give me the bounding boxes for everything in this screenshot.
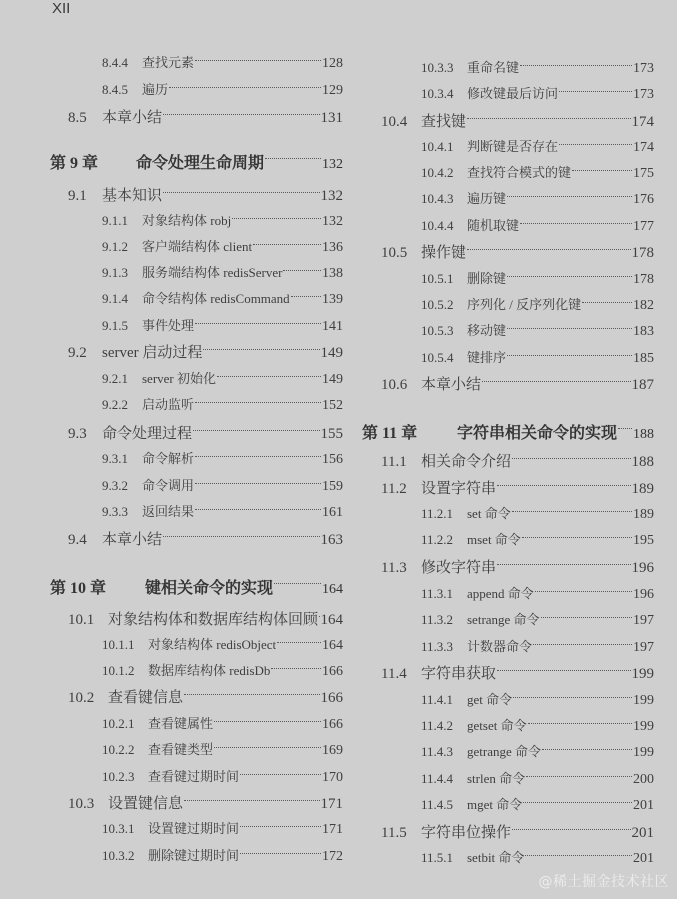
toc-entry-page-number: 173	[633, 87, 654, 102]
toc-entry-number: 10.4.1	[421, 139, 454, 154]
toc-entry-number: 9.3.2	[102, 478, 128, 493]
toc-entry-page-number: 170	[322, 770, 343, 785]
toc-entry-number: 10.4	[381, 114, 408, 130]
toc-entry[interactable]	[421, 503, 654, 525]
toc-entry-number: 11.4.3	[421, 744, 454, 759]
toc-entry-number: 11.2.1	[421, 506, 454, 521]
toc-entry-title: 修改键最后访问	[467, 86, 559, 101]
dot-leader	[163, 535, 319, 537]
toc-entry-page-number: 189	[631, 481, 654, 497]
toc-entry-title: set 命令	[467, 506, 511, 521]
toc-entry[interactable]	[421, 215, 654, 237]
toc-entry-page-number: 172	[322, 849, 343, 864]
toc-entry-page-number: 139	[322, 292, 343, 307]
toc-entry-title: mget 命令	[467, 797, 523, 812]
toc-entry-page-number: 155	[320, 426, 343, 442]
toc-entry[interactable]	[421, 794, 654, 816]
dot-leader	[163, 191, 319, 193]
toc-entry[interactable]	[421, 162, 654, 184]
toc-entry-page-number: 166	[320, 690, 343, 706]
toc-entry-page-number: 159	[322, 479, 343, 494]
dot-leader	[169, 86, 321, 88]
toc-entry-page-number: 196	[633, 587, 654, 602]
toc-entry[interactable]	[102, 288, 343, 310]
toc-entry[interactable]	[102, 236, 343, 258]
toc-entry-number: 第 11 章	[362, 425, 418, 442]
toc-entry-title: 判断键是否存在	[467, 139, 559, 154]
toc-entry-page-number: 176	[633, 192, 654, 207]
toc-entry[interactable]	[381, 556, 654, 578]
toc-entry-page-number: 161	[322, 505, 343, 520]
toc-entry-number: 11.4.1	[421, 692, 454, 707]
toc-entry-number: 9.3	[68, 426, 87, 442]
toc-entry-page-number: 152	[322, 398, 343, 413]
toc-entry[interactable]	[381, 662, 654, 684]
toc-entry-title: 命令处理生命周期	[136, 155, 265, 172]
toc-entry[interactable]	[421, 768, 654, 790]
toc-entry-number: 8.4.4	[102, 55, 128, 70]
toc-entry-title: 字符串获取	[421, 666, 497, 682]
dot-leader	[214, 746, 321, 748]
toc-entry-page-number: 169	[322, 743, 343, 758]
toc-entry-number: 11.3.1	[421, 586, 454, 601]
dot-leader	[283, 269, 321, 271]
toc-entry[interactable]	[102, 660, 343, 682]
toc-entry[interactable]	[68, 608, 343, 630]
toc-entry-page-number: 199	[633, 745, 654, 760]
toc-entry-page-number: 149	[320, 345, 343, 361]
dot-leader	[195, 455, 321, 457]
toc-entry-number: 10.4.2	[421, 165, 454, 180]
toc-entry-title: 遍历	[142, 82, 169, 97]
toc-entry-number: 8.4.5	[102, 82, 128, 97]
toc-entry-page-number: 178	[633, 272, 654, 287]
toc-entry-number: 11.5.1	[421, 850, 454, 865]
toc-entry-page-number: 141	[322, 319, 343, 334]
dot-leader	[512, 828, 630, 830]
toc-entry-title: 随机取键	[467, 218, 520, 233]
toc-entry-title: strlen 命令	[467, 771, 526, 786]
toc-entry-title: 对象结构体 redisObject	[148, 637, 277, 652]
toc-entry-page-number: 138	[322, 266, 343, 281]
toc-entry-page-number: 183	[633, 324, 654, 339]
toc-entry-title: 命令结构体 redisCommand	[142, 291, 290, 306]
toc-entry-number: 9.3.3	[102, 504, 128, 519]
dot-leader	[240, 773, 321, 775]
toc-entry-title: 基本知识	[102, 188, 163, 204]
dot-leader	[274, 582, 321, 584]
dot-leader	[217, 375, 321, 377]
dot-leader	[559, 90, 632, 92]
toc-entry-title: 事件处理	[142, 318, 195, 333]
toc-entry-number: 11.1	[381, 454, 407, 470]
toc-entry-page-number: 197	[633, 640, 654, 655]
toc-entry-title: 遍历键	[467, 191, 507, 206]
dot-leader	[533, 643, 632, 645]
dot-leader	[572, 169, 632, 171]
toc-entry[interactable]	[102, 79, 343, 101]
dot-leader	[240, 825, 321, 827]
toc-entry[interactable]	[102, 394, 343, 416]
toc-entry[interactable]	[421, 609, 654, 631]
toc-entry-page-number: 196	[631, 560, 654, 576]
toc-entry-number: 第 9 章	[50, 155, 99, 172]
toc-entry-number: 11.2	[381, 481, 407, 497]
toc-entry-number: 10.2.3	[102, 769, 135, 784]
toc-entry-page-number: 199	[633, 693, 654, 708]
toc-entry-page-number: 201	[633, 851, 654, 866]
toc-entry[interactable]	[68, 686, 343, 708]
dot-leader	[232, 217, 321, 219]
toc-entry-number: 10.1.1	[102, 637, 135, 652]
toc-entry[interactable]	[421, 741, 654, 763]
toc-entry-page-number: 129	[322, 83, 343, 98]
toc-entry[interactable]	[102, 475, 343, 497]
toc-entry-number: 11.3	[381, 560, 407, 576]
toc-entry-page-number: 164	[320, 612, 343, 628]
toc-entry[interactable]	[68, 106, 343, 128]
toc-entry-page-number: 199	[633, 719, 654, 734]
toc-entry-number: 9.1	[68, 188, 87, 204]
toc-entry-number: 9.4	[68, 532, 87, 548]
toc-entry[interactable]	[421, 636, 654, 658]
toc-entry-title: 字符串位操作	[421, 825, 512, 841]
toc-entry[interactable]	[421, 529, 654, 551]
toc-entry-title: 设置字符串	[421, 481, 497, 497]
dot-leader	[520, 222, 632, 224]
dot-leader	[203, 348, 319, 350]
toc-entry-number: 9.1.2	[102, 239, 128, 254]
toc-entry-number: 11.3.2	[421, 612, 454, 627]
toc-entry-title: 删除键过期时间	[148, 848, 240, 863]
toc-entry[interactable]	[102, 634, 343, 656]
toc-entry[interactable]	[421, 57, 654, 79]
toc-entry-page-number: 163	[320, 532, 343, 548]
toc-entry[interactable]	[381, 373, 654, 395]
toc-entry-title: 命令解析	[142, 451, 195, 466]
toc-entry-title: getrange 命令	[467, 744, 542, 759]
dot-leader	[195, 322, 321, 324]
dot-leader	[277, 641, 321, 643]
dot-leader	[513, 696, 632, 698]
toc-entry-page-number: 199	[631, 666, 654, 682]
toc-entry-page-number: 132	[320, 188, 343, 204]
toc-entry-title: 查找键	[421, 114, 467, 130]
toc-entry[interactable]	[68, 341, 343, 363]
toc-entry-title: 服务端结构体 redisServer	[142, 265, 283, 280]
dot-leader	[482, 380, 630, 382]
toc-entry-title: 客户端结构体 client	[142, 239, 253, 254]
toc-entry-number: 第 10 章	[50, 580, 107, 597]
toc-chapter-entry[interactable]	[50, 575, 343, 597]
dot-leader	[265, 157, 321, 159]
toc-entry-title: 字符串相关命令的实现	[457, 425, 618, 442]
toc-entry-number: 10.5.1	[421, 271, 454, 286]
toc-entry-page-number: 195	[633, 533, 654, 548]
toc-chapter-entry[interactable]	[362, 420, 654, 442]
dot-leader	[253, 243, 321, 245]
toc-entry-title: 查看键类型	[148, 742, 214, 757]
toc-entry-title: 命令调用	[142, 478, 195, 493]
toc-entry-number: 10.3.4	[421, 86, 454, 101]
toc-entry-number: 10.3	[68, 796, 95, 812]
toc-entry-page-number: 188	[631, 454, 654, 470]
toc-entry-page-number: 128	[322, 56, 343, 71]
toc-entry-title: 键排序	[467, 350, 507, 365]
dot-leader	[542, 748, 632, 750]
toc-entry[interactable]	[381, 477, 654, 499]
toc-entry[interactable]	[421, 136, 654, 158]
toc-entry-title: 查找元素	[142, 55, 195, 70]
toc-entry-title: 修改字符串	[421, 560, 497, 576]
toc-entry-page-number: 149	[322, 372, 343, 387]
toc-entry[interactable]	[102, 766, 343, 788]
toc-entry-number: 10.5	[381, 245, 408, 261]
toc-entry-page-number: 182	[633, 298, 654, 313]
toc-entry-number: 11.4.2	[421, 718, 454, 733]
dot-leader	[526, 775, 632, 777]
toc-entry-number: 9.1.4	[102, 291, 128, 306]
dot-leader	[507, 354, 632, 356]
toc-entry[interactable]	[381, 450, 654, 472]
toc-entry-title: 返回结果	[142, 504, 195, 519]
dot-leader	[507, 195, 632, 197]
toc-entry-title: 重命名键	[467, 60, 520, 75]
toc-entry-title: 数据库结构体 redisDb	[148, 663, 271, 678]
toc-entry-page-number: 174	[633, 140, 654, 155]
toc-entry-number: 11.3.3	[421, 639, 454, 654]
toc-entry-title: 序列化 / 反序列化键	[467, 297, 582, 312]
dot-leader	[195, 59, 321, 61]
toc-entry-number: 10.5.3	[421, 323, 454, 338]
toc-entry-number: 8.5	[68, 110, 87, 126]
dot-leader	[522, 536, 632, 538]
toc-entry-number: 9.1.3	[102, 265, 128, 280]
toc-entry[interactable]	[421, 83, 654, 105]
toc-entry[interactable]	[102, 262, 343, 284]
toc-entry-number: 10.3.3	[421, 60, 454, 75]
toc-entry[interactable]	[421, 268, 654, 290]
toc-entry-number: 10.1	[68, 612, 95, 628]
toc-entry[interactable]	[421, 320, 654, 342]
dot-leader	[497, 669, 630, 671]
toc-entry-title: setrange 命令	[467, 612, 540, 627]
dot-leader	[184, 799, 319, 801]
toc-entry-title: 对象结构体 robj	[142, 213, 232, 228]
toc-entry-number: 10.2.2	[102, 742, 135, 757]
toc-entry-page-number: 189	[633, 507, 654, 522]
dot-leader	[467, 117, 630, 119]
dot-leader	[507, 275, 632, 277]
toc-entry[interactable]	[421, 583, 654, 605]
toc-entry-page-number: 166	[322, 717, 343, 732]
dot-leader	[541, 616, 632, 618]
toc-entry-page-number: 177	[633, 219, 654, 234]
toc-entry[interactable]	[381, 821, 654, 843]
toc-entry[interactable]	[381, 241, 654, 263]
toc-entry-title: 查看键过期时间	[148, 769, 240, 784]
toc-entry-page-number: 185	[633, 351, 654, 366]
toc-entry-number: 10.5.2	[421, 297, 454, 312]
toc-entry-title: server 启动过程	[102, 345, 203, 361]
dot-leader	[195, 508, 321, 510]
dot-leader	[559, 143, 632, 145]
dot-leader	[497, 563, 630, 565]
toc-entry[interactable]	[102, 739, 343, 761]
toc-entry[interactable]	[102, 501, 343, 523]
toc-entry-page-number: 187	[631, 377, 654, 393]
toc-entry-page-number: 178	[631, 245, 654, 261]
toc-entry-page-number: 164	[322, 638, 343, 653]
toc-entry-title: append 命令	[467, 586, 534, 601]
toc-entry-title: 相关命令介绍	[421, 454, 512, 470]
dot-leader	[520, 64, 632, 66]
toc-entry[interactable]	[102, 315, 343, 337]
dot-leader	[618, 427, 632, 429]
toc-entry-page-number: 164	[322, 582, 343, 597]
toc-entry-title: 删除键	[467, 271, 507, 286]
toc-entry-number: 10.6	[381, 377, 408, 393]
toc-entry[interactable]	[102, 818, 343, 840]
dot-leader	[512, 510, 632, 512]
toc-entry-title: 启动监听	[142, 397, 195, 412]
toc-entry-title: get 命令	[467, 692, 513, 707]
toc-entry-title: getset 命令	[467, 718, 527, 733]
dot-leader	[497, 484, 630, 486]
toc-entry-title: 设置键过期时间	[148, 821, 240, 836]
toc-entry-page-number: 197	[633, 613, 654, 628]
toc-entry-number: 9.1.5	[102, 318, 128, 333]
toc-entry-title: 查看键属性	[148, 716, 214, 731]
toc-entry-number: 9.2.2	[102, 397, 128, 412]
toc-entry-page-number: 201	[631, 825, 654, 841]
dot-leader	[195, 482, 321, 484]
toc-entry-page-number: 171	[320, 796, 343, 812]
dot-leader	[193, 429, 319, 431]
dot-leader	[528, 722, 632, 724]
toc-entry-number: 11.4	[381, 666, 407, 682]
toc-entry[interactable]	[421, 715, 654, 737]
dot-leader	[240, 852, 321, 854]
toc-entry-title: 操作键	[421, 245, 467, 261]
dot-leader	[271, 667, 321, 669]
dot-leader	[525, 854, 632, 856]
dot-leader	[163, 113, 319, 115]
toc-entry-number: 10.3.2	[102, 848, 135, 863]
dot-leader	[582, 301, 632, 303]
toc-entry-number: 9.2	[68, 345, 87, 361]
toc-entry[interactable]	[68, 184, 343, 206]
toc-entry-title: 移动键	[467, 323, 507, 338]
dot-leader	[195, 401, 321, 403]
toc-entry[interactable]	[102, 713, 343, 735]
toc-entry-title: 键相关命令的实现	[145, 580, 274, 597]
toc-entry-number: 11.5	[381, 825, 407, 841]
toc-entry-page-number: 200	[633, 772, 654, 787]
toc-entry-number: 10.1.2	[102, 663, 135, 678]
toc-entry-number: 9.2.1	[102, 371, 128, 386]
toc-entry-title: setbit 命令	[467, 850, 525, 865]
toc-entry-number: 10.4.3	[421, 191, 454, 206]
toc-entry-title: 设置键信息	[108, 796, 184, 812]
dot-leader	[467, 248, 630, 250]
toc-entry-page-number: 132	[322, 214, 343, 229]
toc-entry-title: 本章小结	[102, 532, 163, 548]
toc-entry-number: 9.1.1	[102, 213, 128, 228]
toc-entry[interactable]	[102, 368, 343, 390]
toc-chapter-entry[interactable]	[50, 150, 343, 172]
toc-entry-title: 查看键信息	[108, 690, 184, 706]
toc-entry-number: 10.3.1	[102, 821, 135, 836]
toc-entry-page-number: 175	[633, 166, 654, 181]
toc-entry[interactable]	[381, 110, 654, 132]
toc-entry-page-number: 188	[633, 427, 654, 442]
toc-entry-page-number: 174	[631, 114, 654, 130]
toc-entry-number: 11.4.5	[421, 797, 454, 812]
toc-entry-page-number: 166	[322, 664, 343, 679]
toc-entry-title: 本章小结	[421, 377, 482, 393]
toc-entry[interactable]	[102, 210, 343, 232]
toc-entry-page-number: 136	[322, 240, 343, 255]
toc-entry-number: 9.3.1	[102, 451, 128, 466]
toc-entry-number: 11.2.2	[421, 532, 454, 547]
toc-entry-title: 对象结构体和数据库结构体回顾	[108, 612, 319, 628]
toc-entry-page-number: 131	[320, 110, 343, 126]
toc-entry[interactable]	[102, 845, 343, 867]
toc-entry-page-number: 156	[322, 452, 343, 467]
toc-entry[interactable]	[102, 52, 343, 74]
toc-entry[interactable]	[421, 347, 654, 369]
toc-entry[interactable]	[421, 294, 654, 316]
toc-entry-page-number: 171	[322, 822, 343, 837]
toc-entry-number: 10.5.4	[421, 350, 454, 365]
toc-entry[interactable]	[102, 448, 343, 470]
dot-leader	[512, 457, 630, 459]
toc-entry-number: 10.2	[68, 690, 95, 706]
toc-entry-page-number: 201	[633, 798, 654, 813]
toc-entry-title: mset 命令	[467, 532, 521, 547]
toc-entry[interactable]	[68, 422, 343, 444]
toc-entry-title: server 初始化	[142, 371, 217, 386]
toc-entry-number: 11.4.4	[421, 771, 454, 786]
toc-entry-title: 命令处理过程	[102, 426, 193, 442]
dot-leader	[184, 693, 319, 695]
toc-entry-number: 10.2.1	[102, 716, 135, 731]
toc-entry-number: 10.4.4	[421, 218, 454, 233]
dot-leader	[535, 590, 632, 592]
dot-leader	[523, 801, 632, 803]
dot-leader	[507, 327, 632, 329]
toc-entry-title: 计数器命令	[467, 639, 533, 654]
toc-entry[interactable]	[68, 528, 343, 550]
toc-entry[interactable]	[421, 689, 654, 711]
toc-entry-page-number: 173	[633, 61, 654, 76]
toc-entry[interactable]	[421, 847, 654, 869]
toc-entry[interactable]	[68, 792, 343, 814]
page-header: XII	[52, 0, 71, 17]
watermark: @稀土掘金技术社区	[538, 874, 669, 890]
dot-leader	[291, 295, 321, 297]
toc-entry-title: 查找符合模式的键	[467, 165, 572, 180]
dot-leader	[214, 720, 321, 722]
toc-entry-title: 本章小结	[102, 110, 163, 126]
toc-entry-page-number: 132	[322, 157, 343, 172]
toc-entry[interactable]	[421, 188, 654, 210]
